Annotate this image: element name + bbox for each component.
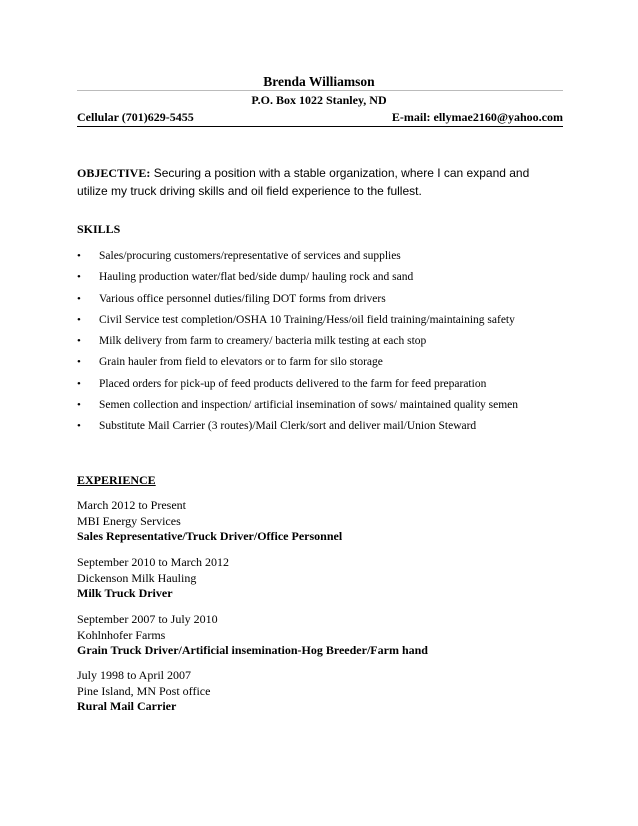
job-title: Rural Mail Carrier xyxy=(77,699,177,714)
objective-text: Securing a position with a stable organization, where I can expand and utilize my truck driving skills and oil field experience to the fullest. xyxy=(77,166,530,198)
job-employer: Dickenson Milk Hauling xyxy=(77,570,197,585)
job-employer: Pine Island, MN Post office xyxy=(77,683,211,698)
contact-row xyxy=(77,110,563,125)
job-dates: July 1998 to April 2007 xyxy=(77,668,192,682)
skill-item: • Various office personnel duties/filing DOT forms from drivers xyxy=(77,289,563,310)
skill-item: • Hauling production water/flat bed/side dump/ hauling rock and sand xyxy=(77,267,563,288)
bullet-icon: • xyxy=(77,271,81,284)
job-entry xyxy=(77,668,563,715)
job-title: Sales Representative/Truck Driver/Office Personnel xyxy=(77,529,343,544)
email-address: E-mail: ellymae2160@yahoo.com xyxy=(391,110,563,124)
bullet-icon: • xyxy=(77,420,81,433)
bullet-icon: • xyxy=(77,292,81,305)
phone-number: Cellular (701)629-5455 xyxy=(77,110,194,124)
mailing-address: P.O. Box 1022 Stanley, ND xyxy=(251,93,387,107)
skill-item: • Milk delivery from farm to creamery/ bacteria milk testing at each stop xyxy=(77,331,563,352)
skill-item: • Civil Service test completion/OSHA 10 Training/Hess/oil field training/maintaining safety xyxy=(77,310,563,331)
bullet-icon: • xyxy=(77,377,81,390)
job-entry xyxy=(77,555,563,602)
skill-item: • Placed orders for pick-up of feed products delivered to the farm for feed preparation xyxy=(77,374,563,395)
contact-divider xyxy=(77,126,563,127)
bullet-icon: • xyxy=(77,356,81,369)
skill-item: • Sales/procuring customers/representative of services and supplies xyxy=(77,246,563,267)
applicant-name: Brenda Williamson xyxy=(263,74,375,89)
skills-heading: SKILLS xyxy=(77,222,121,236)
job-title: Grain Truck Driver/Artificial insemination-Hog Breeder/Farm hand xyxy=(77,643,428,658)
job-dates: March 2012 to Present xyxy=(77,498,186,512)
experience-heading: EXPERIENCE xyxy=(77,473,156,487)
skill-item: • Grain hauler from field to elevators or to farm for silo storage xyxy=(77,352,563,373)
job-employer: Kohlnhofer Farms xyxy=(77,627,166,642)
skill-item: • Semen collection and inspection/ artificial insemination of sows/ maintained quality semen xyxy=(77,395,563,416)
bullet-icon: • xyxy=(77,250,81,262)
skills-list xyxy=(77,246,563,438)
header-divider xyxy=(77,90,563,91)
job-title: Milk Truck Driver xyxy=(77,586,173,601)
objective-label: OBJECTIVE: xyxy=(77,166,151,180)
job-entry xyxy=(77,612,563,659)
bullet-icon: • xyxy=(77,399,81,412)
job-employer: MBI Energy Services xyxy=(77,513,181,528)
bullet-icon: • xyxy=(77,335,81,348)
bullet-icon: • xyxy=(77,313,81,326)
job-dates: September 2010 to March 2012 xyxy=(77,555,229,569)
job-entry xyxy=(77,498,563,545)
job-dates: September 2007 to July 2010 xyxy=(77,612,218,626)
skill-item: • Substitute Mail Carrier (3 routes)/Mail Clerk/sort and deliver mail/Union Steward xyxy=(77,416,563,437)
objective-section xyxy=(77,164,563,200)
